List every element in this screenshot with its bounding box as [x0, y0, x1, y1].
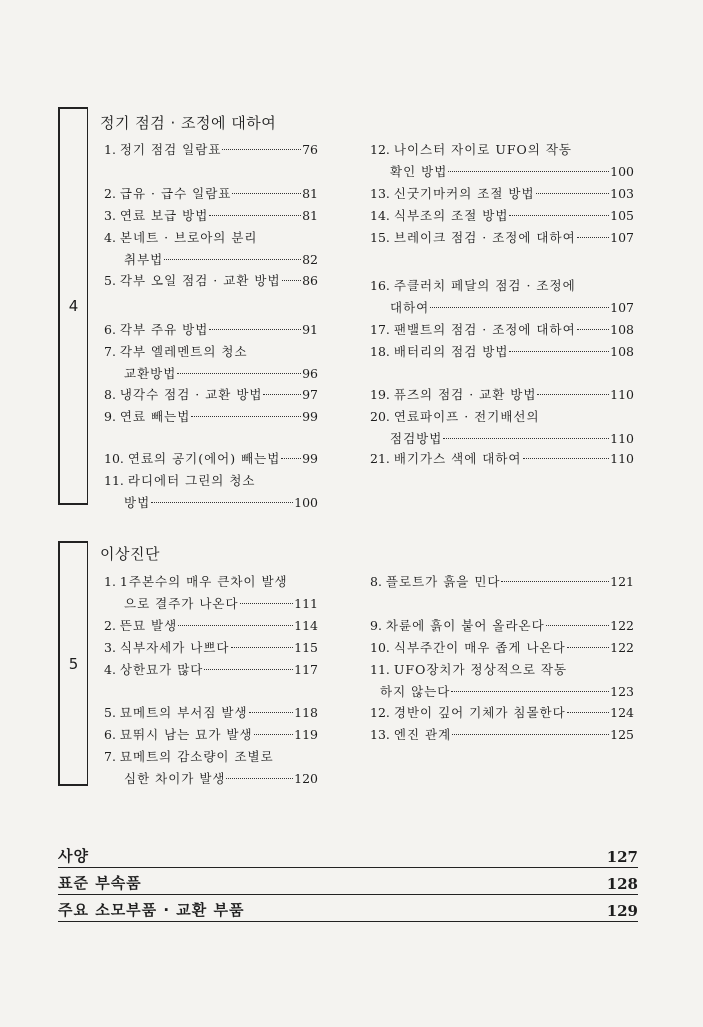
toc-entry-line — [104, 341, 318, 363]
entry-number: 9. — [370, 618, 382, 633]
entry-page: 81 — [302, 186, 318, 201]
toc-entry — [104, 139, 318, 161]
toc-section-4 — [58, 107, 648, 510]
entry-number: 12. — [370, 142, 390, 157]
entry-page: 105 — [610, 208, 634, 223]
toc-entry — [370, 205, 634, 227]
leader-dots — [546, 625, 609, 626]
entry-page: 76 — [302, 142, 318, 157]
toc-entry-line — [104, 406, 318, 428]
leader-dots — [567, 712, 609, 713]
entry-title: 대하여 — [390, 300, 430, 315]
leader-dots — [240, 603, 294, 604]
entry-title: 엔진 관계 — [393, 727, 452, 742]
leader-dots — [448, 171, 609, 172]
leader-dots — [430, 307, 609, 308]
entry-title: 연료파이프 · 전기배선의 — [393, 409, 540, 424]
leader-dots — [501, 581, 609, 582]
leader-dots — [537, 394, 609, 395]
toc-entry-line — [104, 746, 318, 768]
leader-dots — [209, 215, 301, 216]
toc-entry-line — [370, 615, 634, 637]
toc-entry-line — [104, 492, 318, 514]
entry-page: 120 — [294, 771, 318, 786]
leader-dots — [509, 351, 609, 352]
toc-entry — [370, 659, 634, 703]
toc-entry-line — [370, 161, 634, 183]
toc-bottom-entry — [58, 872, 638, 895]
toc-entry-line — [370, 384, 634, 406]
entry-title: 묘뛰시 남는 묘가 발생 — [119, 727, 253, 742]
toc-entry — [370, 139, 634, 183]
leader-dots — [509, 215, 609, 216]
toc-entry-line — [370, 205, 634, 227]
entry-number: 6. — [104, 322, 116, 337]
toc-entry-line — [104, 659, 318, 681]
toc-entry-line — [370, 637, 634, 659]
toc-entry — [370, 406, 634, 450]
entry-number: 19. — [370, 387, 390, 402]
entry-page: 115 — [294, 640, 318, 655]
toc-entry — [104, 270, 318, 292]
bottom-entry-label: 사양 — [58, 847, 89, 865]
entry-title: 묘메트의 감소량이 조별로 — [119, 749, 274, 764]
entry-title: 배터리의 점검 방법 — [393, 344, 509, 359]
leader-dots — [577, 329, 609, 330]
toc-entry — [370, 275, 634, 319]
entry-number: 12. — [370, 705, 390, 720]
entry-page: 103 — [610, 186, 634, 201]
entry-page: 118 — [294, 705, 318, 720]
leader-dots — [177, 373, 301, 374]
entry-page: 123 — [610, 684, 634, 699]
entry-page: 122 — [610, 618, 634, 633]
toc-entry — [104, 384, 318, 406]
toc-entry — [104, 227, 318, 271]
entry-title: 방법 — [124, 495, 151, 510]
entry-page: 100 — [610, 164, 634, 179]
entry-title: 식부주간이 매우 좁게 나온다 — [393, 640, 566, 655]
toc-entry-line — [104, 270, 318, 292]
entry-title: 배기가스 색에 대하여 — [393, 451, 522, 466]
toc-entry-line — [370, 448, 634, 470]
leader-dots — [151, 502, 293, 503]
entry-title: 신굿기마커의 조절 방법 — [393, 186, 535, 201]
entry-number: 13. — [370, 727, 390, 742]
section-number: 4 — [68, 297, 79, 315]
toc-entry-line — [104, 593, 318, 615]
entry-number: 3. — [104, 208, 116, 223]
entry-title: 라디에터 그린의 청소 — [127, 473, 256, 488]
toc-entry — [104, 637, 318, 659]
entry-page: 108 — [610, 322, 634, 337]
entry-title: 취부법 — [124, 252, 164, 267]
leader-dots — [231, 647, 294, 648]
toc-entry-line — [370, 297, 634, 319]
entry-number: 7. — [104, 344, 116, 359]
entry-page: 100 — [294, 495, 318, 510]
entry-title: 주클러치 페달의 점검 · 조정에 — [393, 278, 576, 293]
toc-entry — [370, 448, 634, 470]
entry-page: 99 — [302, 409, 318, 424]
entry-page: 96 — [302, 366, 318, 381]
entry-number: 20. — [370, 409, 390, 424]
entry-number: 10. — [104, 451, 124, 466]
toc-entry — [370, 637, 634, 659]
toc-entry — [104, 724, 318, 746]
entry-number: 4. — [104, 230, 116, 245]
toc-entry-line — [370, 275, 634, 297]
toc-entry-line — [370, 227, 634, 249]
entry-page: 110 — [610, 451, 634, 466]
entry-number: 6. — [104, 727, 116, 742]
toc-entry — [104, 746, 318, 790]
toc-entry-line — [104, 637, 318, 659]
toc-entry — [104, 702, 318, 724]
toc-entry — [370, 702, 634, 724]
leader-dots — [232, 193, 301, 194]
leader-dots — [204, 669, 293, 670]
bottom-entry-label: 주요 소모부품 · 교환 부품 — [58, 901, 245, 919]
toc-entry — [370, 571, 634, 593]
leader-dots — [209, 329, 301, 330]
leader-dots — [222, 149, 301, 150]
toc-entry — [104, 571, 318, 615]
entry-title: 상한묘가 많다 — [119, 662, 204, 677]
leader-dots — [443, 438, 609, 439]
entry-page: 97 — [302, 387, 318, 402]
entry-page: 111 — [294, 596, 318, 611]
entry-page: 121 — [610, 574, 634, 589]
section-number-box — [58, 541, 88, 786]
entry-page: 119 — [294, 727, 318, 742]
leader-dots — [567, 647, 609, 648]
entry-number: 13. — [370, 186, 390, 201]
entry-title: 하지 않는다 — [380, 684, 451, 699]
toc-entry-line — [104, 384, 318, 406]
section-number-box — [58, 107, 88, 505]
entry-number: 21. — [370, 451, 390, 466]
entry-title: 연료 보급 방법 — [119, 208, 209, 223]
leader-dots — [523, 458, 610, 459]
entry-page: 82 — [302, 252, 318, 267]
entry-page: 107 — [610, 230, 634, 245]
entry-title: 식부자세가 나쁘다 — [119, 640, 230, 655]
leader-dots — [191, 416, 301, 417]
entry-number: 16. — [370, 278, 390, 293]
leader-dots — [164, 259, 301, 260]
toc-entry — [104, 470, 318, 514]
toc-entry-line — [104, 702, 318, 724]
leader-dots — [577, 237, 609, 238]
toc-bottom-entry — [58, 845, 638, 868]
toc-entry — [370, 384, 634, 406]
leader-dots — [451, 691, 609, 692]
entry-number: 4. — [104, 662, 116, 677]
entry-title: 차륜에 흙이 붙어 올라온다 — [385, 618, 545, 633]
toc-entry-line — [104, 448, 318, 470]
toc-entry — [104, 659, 318, 681]
toc-entry — [104, 448, 318, 470]
toc-entry — [104, 341, 318, 385]
bottom-entry-page: 129 — [606, 902, 638, 920]
entry-title: 식부조의 조절 방법 — [393, 208, 509, 223]
entry-number: 9. — [104, 409, 116, 424]
toc-entry-line — [104, 319, 318, 341]
entry-title: 냉각수 점검 · 교환 방법 — [119, 387, 263, 402]
toc-entry-line — [370, 681, 634, 703]
entry-page: 108 — [610, 344, 634, 359]
toc-entry — [104, 183, 318, 205]
entry-number: 2. — [104, 618, 116, 633]
toc-entry-line — [370, 139, 634, 161]
entry-number: 15. — [370, 230, 390, 245]
leader-dots — [249, 712, 294, 713]
entry-title: 팬밸트의 점검 · 조정에 대하여 — [393, 322, 576, 337]
section-title: 정기 점검 · 조정에 대하여 — [100, 114, 277, 132]
entry-number: 5. — [104, 705, 116, 720]
toc-entry-line — [104, 470, 318, 492]
toc-entry-line — [370, 183, 634, 205]
leader-dots — [536, 193, 610, 194]
entry-page: 91 — [302, 322, 318, 337]
entry-title: 각부 오일 점검 · 교환 방법 — [119, 273, 281, 288]
entry-title: 급유 · 급수 일람표 — [119, 186, 232, 201]
entry-title: 점검방법 — [390, 431, 443, 446]
entry-page: 125 — [610, 727, 634, 742]
toc-bottom-entry — [58, 899, 638, 922]
entry-page: 122 — [610, 640, 634, 655]
leader-dots — [226, 778, 293, 779]
toc-entry — [370, 341, 634, 363]
toc-entry-line — [104, 615, 318, 637]
toc-entry — [104, 406, 318, 428]
toc-entry-line — [104, 768, 318, 790]
toc-entry — [104, 615, 318, 637]
entry-page: 81 — [302, 208, 318, 223]
toc-entry-line — [370, 702, 634, 724]
entry-title: 퓨즈의 점검 · 교환 방법 — [393, 387, 537, 402]
entry-title: 으로 결주가 나온다 — [124, 596, 239, 611]
toc-entry-line — [104, 227, 318, 249]
entry-title: 브레이크 점검 · 조정에 대하여 — [393, 230, 576, 245]
bottom-entry-page: 128 — [606, 875, 638, 893]
leader-dots — [178, 625, 293, 626]
entry-title: 각부 엘레멘트의 청소 — [119, 344, 248, 359]
toc-entry — [370, 319, 634, 341]
entry-number: 2. — [104, 186, 116, 201]
entry-page: 117 — [294, 662, 318, 677]
toc-entry-line — [104, 363, 318, 385]
section-number: 5 — [68, 654, 79, 673]
entry-title: 1주본수의 매우 큰차이 발생 — [119, 574, 288, 589]
toc-entry-line — [104, 205, 318, 227]
leader-dots — [452, 734, 609, 735]
entry-number: 8. — [104, 387, 116, 402]
entry-title: 플로트가 흙을 민다 — [385, 574, 501, 589]
toc-entry-line — [104, 183, 318, 205]
toc-entry-line — [370, 571, 634, 593]
toc-entry-line — [370, 341, 634, 363]
toc-entry-line — [370, 406, 634, 428]
bottom-entry-page: 127 — [606, 848, 638, 866]
entry-page: 114 — [294, 618, 318, 633]
entry-number: 3. — [104, 640, 116, 655]
leader-dots — [281, 458, 301, 459]
entry-title: UFO장치가 정상적으로 작동 — [393, 662, 568, 677]
entry-title: 교환방법 — [124, 366, 177, 381]
entry-number: 14. — [370, 208, 390, 223]
toc-entry — [370, 615, 634, 637]
toc-entry-line — [370, 659, 634, 681]
entry-title: 심한 차이가 발생 — [124, 771, 226, 786]
entry-number: 7. — [104, 749, 116, 764]
entry-title: 뜬묘 발생 — [119, 618, 178, 633]
entry-title: 나이스터 자이로 UFO의 작동 — [393, 142, 573, 157]
toc-section-5 — [58, 541, 648, 786]
entry-number: 8. — [370, 574, 382, 589]
toc-entry-line — [104, 724, 318, 746]
entry-page: 110 — [610, 387, 634, 402]
bottom-entry-label: 표준 부속품 — [58, 874, 142, 892]
entry-title: 연료의 공기(에어) 빼는법 — [127, 451, 281, 466]
entry-title: 확인 방법 — [390, 164, 448, 179]
entry-page: 124 — [610, 705, 634, 720]
entry-number: 18. — [370, 344, 390, 359]
toc-entry-line — [370, 428, 634, 450]
entry-number: 17. — [370, 322, 390, 337]
toc-entry-line — [370, 319, 634, 341]
entry-number: 11. — [370, 662, 390, 677]
toc-entry-line — [104, 249, 318, 271]
entry-page: 107 — [610, 300, 634, 315]
entry-title: 경반이 깊어 기체가 침몰한다 — [393, 705, 566, 720]
section-title: 이상진단 — [100, 545, 160, 563]
entry-title: 각부 주유 방법 — [119, 322, 209, 337]
entry-number: 10. — [370, 640, 390, 655]
entry-number: 1. — [104, 142, 116, 157]
entry-title: 정기 점검 일람표 — [119, 142, 222, 157]
toc-entry — [370, 724, 634, 746]
entry-number: 11. — [104, 473, 124, 488]
leader-dots — [254, 734, 294, 735]
toc-entry-line — [370, 724, 634, 746]
entry-page: 99 — [302, 451, 318, 466]
leader-dots — [282, 280, 302, 281]
toc-entry-line — [104, 571, 318, 593]
entry-title: 본네트 · 브로아의 분리 — [119, 230, 258, 245]
toc-entry — [370, 183, 634, 205]
toc-entry-line — [104, 139, 318, 161]
entry-number: 5. — [104, 273, 116, 288]
toc-entry — [104, 205, 318, 227]
toc-entry — [104, 319, 318, 341]
entry-number: 1. — [104, 574, 116, 589]
entry-page: 110 — [610, 431, 634, 446]
entry-title: 연료 빼는법 — [119, 409, 191, 424]
toc-entry — [370, 227, 634, 249]
entry-title: 묘메트의 부서짐 발생 — [119, 705, 248, 720]
entry-page: 86 — [302, 273, 318, 288]
leader-dots — [263, 394, 301, 395]
